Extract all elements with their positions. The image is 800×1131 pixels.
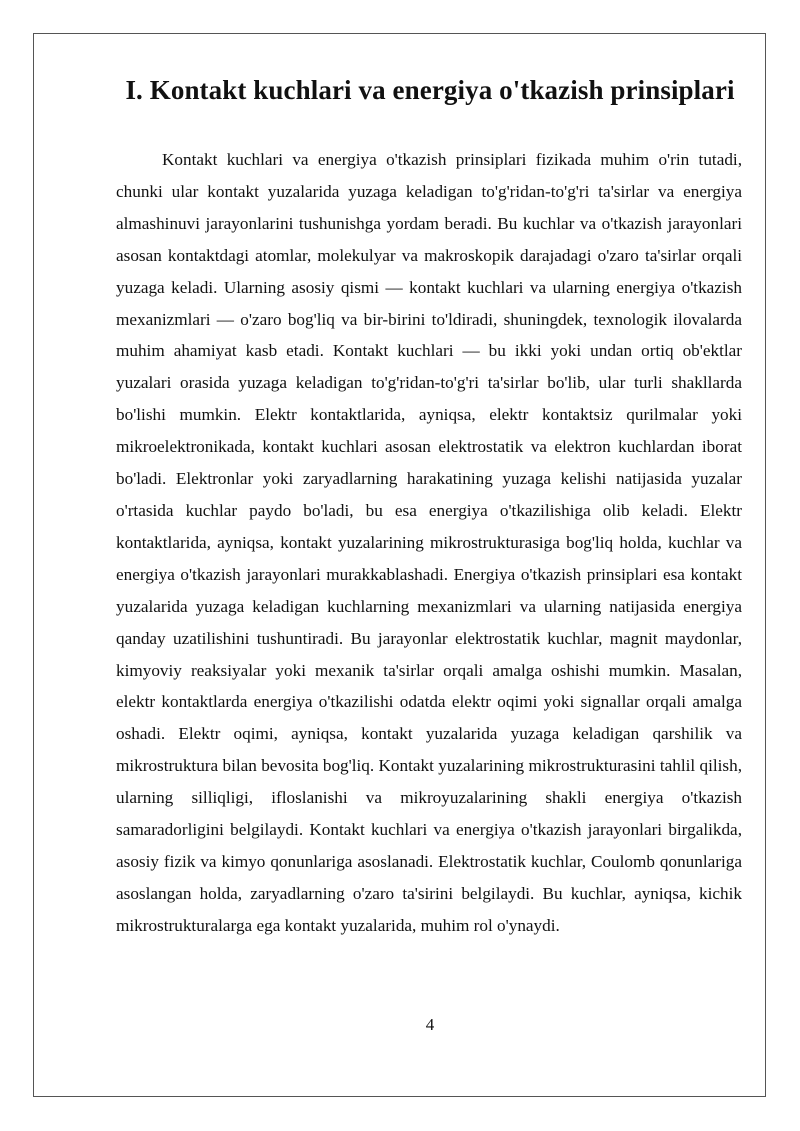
body-paragraph: Kontakt kuchlari va energiya o'tkazish prinsiplari fizikada muhim o'rin tutadi, chunki ular kontakt yuzalarida yuzaga keladigan to'g'ridan-to'g'ri ta'sirlar va energiya almashinuvi jarayonlarini tushunishga yordam beradi. Bu kuchlar va o'tkazish jarayonlari asosan kontaktdagi atomlar, molekulyar va makroskopik darajadagi o'zaro ta'sirlar orqali yuzaga keladi. Ularning asosiy qismi — kontakt kuchlari va ularning energiya o'tkazish mexanizmlari — o'zaro bog'liq va bir-birini to'ldiradi, shuningdek, texnologik ilovalarda muhim ahamiyat kasb etadi. Kontakt kuchlari — bu ikki yoki undan ortiq ob'ektlar yuzalari orasida yuzaga keladigan to'g'ridan-to'g'ri ta'sirlar bo'lib, ular turli shakllarda bo'lishi mumkin. Elektr kontaktlarida, ayniqsa, elektr kontaktsiz qurilmalar yoki mikroelektronikada, kontakt kuchlari asosan elektrostatik va elektron kuchlardan iborat bo'ladi. Elektronlar yoki zaryadlarning harakatining yuzaga kelishi natijasida yuzalar o'rtasida kuchlar paydo bo'ladi, bu esa energiya o'tkazilishiga olib keladi. Elektr kontaktlarida, ayniqsa, kontakt yuzalarining mikrostrukturasiga bog'liq holda, kuchlar va energiya o'tkazish jarayonlari murakkablashadi. Energiya o'tkazish prinsiplari esa kontakt yuzalarida yuzaga keladigan kuchlarning mexanizmlari va ularning natijasida energiya qanday uzatilishini tushuntiradi. Bu jarayonlar elektrostatik kuchlar, magnit maydonlar, kimyoviy reaksiyalar yoki mexanik ta'sirlar orqali amalga oshishi mumkin. Masalan, elektr kontaktlarda energiya o'tkazilishi odatda elektr oqimi yoki signallar orqali amalga oshadi. Elektr oqimi, ayniqsa, kontakt yuzalarida yuzaga keladigan qarshilik va mikrostruktura bilan bevosita bog'liq. Kontakt yuzalarining mikrostrukturasini tahlil qilish, ularning silliqligi, ifloslanishi va mikroyuzalarining shakli energiya o'tkazish samaradorligini belgilaydi. Kontakt kuchlari va energiya o'tkazish jarayonlari birgalikda, asosiy fizik va kimyo qonunlariga asoslanadi. Elektrostatik kuchlar, Coulomb qonunlariga asoslangan holda, zaryadlarning o'zaro ta'sirini belgilaydi. Bu kuchlar, ayniqsa, kichik mikrostrukturalarga ega kontakt yuzalarida, muhim rol o'ynaydi. [116, 150, 742, 935]
page-title: I. Kontakt kuchlari va energiya o'tkazish prinsiplari [125, 75, 735, 105]
page-number: 4 [425, 1015, 435, 1034]
